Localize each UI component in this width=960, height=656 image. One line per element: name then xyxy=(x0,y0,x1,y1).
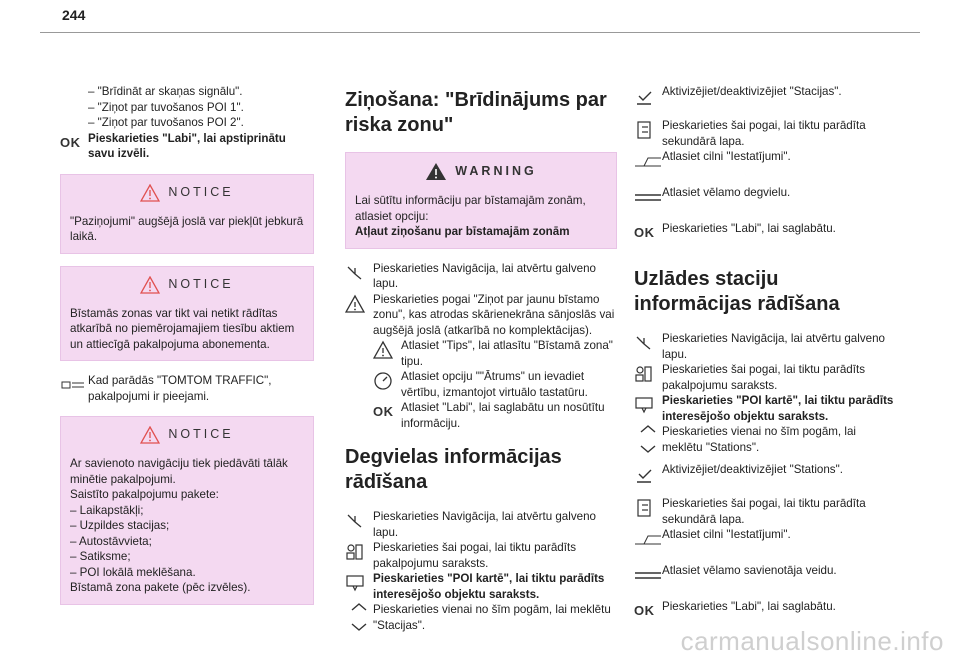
step-text: Pieskarieties "POI kartē", lai tiktu parādīts interesējošo objektu saraksts. xyxy=(662,394,894,423)
step-text: Atlasiet "Tips", lai atlasītu "Bīstamā zona" tipu. xyxy=(401,339,613,368)
step-row xyxy=(345,261,617,292)
step-text: Atlasiet cilni "Iestatījumi". xyxy=(662,528,791,541)
dash-item: – "Brīdināt ar skaņas signālu". xyxy=(88,85,243,98)
ok-step-text: Pieskarieties "Labi", lai apstiprinātu savu izvēli. xyxy=(88,131,286,160)
navigation-arrow-icon xyxy=(345,261,373,285)
notice-text: "Paziņojumi" augšējā joslā var piekļūt jebkurā laikā. xyxy=(70,214,304,243)
warning-triangle-icon xyxy=(140,184,160,202)
step-text: Aktivizējiet/deaktivizējiet "Stations". xyxy=(662,463,843,476)
step-text: Pieskarieties šai pogai, lai tiktu parādīta sekundārā lapa. xyxy=(662,497,866,526)
step-row xyxy=(373,400,617,431)
ok-icon: OK xyxy=(60,134,81,150)
step-text: Pieskarieties "Labi", lai saglabātu. xyxy=(662,600,836,613)
step-row xyxy=(634,462,894,486)
notice-line: – Uzpildes stacijas; xyxy=(70,519,170,532)
secondary-page-icon xyxy=(634,118,662,142)
step-text: Atlasiet vēlamo degvielu. xyxy=(662,186,791,199)
step-row xyxy=(345,602,617,640)
selection-bar-icon xyxy=(634,185,662,209)
step-row xyxy=(634,527,894,551)
tomtom-row xyxy=(60,373,314,404)
poi-map-icon xyxy=(634,393,662,417)
step-row xyxy=(634,221,894,245)
notice-box xyxy=(60,174,314,254)
notice-title: NOTICE xyxy=(168,184,234,199)
tomtom-traffic-icon xyxy=(60,373,88,397)
watermark: carmanualsonline.info xyxy=(680,625,944,656)
notice-line: Saistīto pakalpojumu pakete: xyxy=(70,488,219,501)
step-row xyxy=(345,540,617,571)
step-text: Aktivizējiet/deaktivizējiet "Stacijas". xyxy=(662,85,842,98)
step-row xyxy=(634,424,894,462)
notice-header xyxy=(70,276,304,294)
section-heading: Degvielas informācijas rādīšana xyxy=(345,446,562,493)
step-row xyxy=(634,84,894,108)
step-text: Pieskarieties "POI kartē", lai tiktu parādīts interesējošo objektu saraksts. xyxy=(373,572,605,601)
step-row xyxy=(634,118,894,149)
dash-item: – "Ziņot par tuvošanos POI 2". xyxy=(88,116,244,129)
page-number: 244 xyxy=(62,7,86,23)
step-row xyxy=(634,362,894,393)
warning-header xyxy=(355,162,607,181)
notice-box xyxy=(60,266,314,362)
warning-outline-icon xyxy=(345,292,373,316)
poi-map-icon xyxy=(345,571,373,595)
ok-icon: OK xyxy=(634,225,655,241)
notice-line: – POI lokālā meklēšana. xyxy=(70,565,196,579)
step-text: Atlasiet cilni "Iestatījumi". xyxy=(662,150,791,163)
notice-header xyxy=(70,426,304,444)
notice-line: – Laikapstākļi; xyxy=(70,503,144,517)
checkbox-icon xyxy=(634,84,662,108)
warning-text: Lai sūtītu informāciju par bīstamajām zonām, atlasiet opciju: xyxy=(355,194,586,223)
notice-header xyxy=(70,184,304,202)
step-text: Pieskarieties Navigācija, lai atvērtu galveno lapu. xyxy=(373,510,596,539)
step-row xyxy=(634,185,894,209)
selection-bar-icon xyxy=(634,563,662,587)
step-row xyxy=(345,571,617,602)
notice-line: – Satiksme; xyxy=(70,550,131,563)
step-text: Pieskarieties "Labi", lai saglabātu. xyxy=(662,222,836,235)
settings-tab-icon xyxy=(634,149,662,173)
step-row xyxy=(634,563,894,587)
notice-line: Ar savienoto navigāciju tiek piedāvāti tālāk minētie pakalpojumi. xyxy=(70,457,288,486)
step-text: Pieskarieties šai pogai, lai tiktu parādīts pakalpojumu saraksts. xyxy=(662,363,865,392)
step-row xyxy=(634,393,894,424)
step-row xyxy=(373,369,617,400)
column-1 xyxy=(60,84,314,617)
step-row xyxy=(345,509,617,540)
step-row xyxy=(634,149,894,173)
step-text: Pieskarieties pogai "Ziņot par jaunu bīstamo zonu", kas atrodas skārienekrāna sānjoslās vai augšējā joslā (atkarībā no komplektācijas). xyxy=(373,292,615,337)
dash-item: – "Ziņot par tuvošanos POI 1". xyxy=(88,100,244,114)
secondary-page-icon xyxy=(634,496,662,520)
speedometer-icon xyxy=(373,369,401,393)
step-row xyxy=(634,496,894,527)
settings-tab-icon xyxy=(634,527,662,551)
notice-line: – Autostāvvieta; xyxy=(70,534,152,548)
step-text: Pieskarieties Navigācija, lai atvērtu galveno lapu. xyxy=(373,261,596,290)
navigation-arrow-icon xyxy=(345,509,373,533)
step-text: Atlasiet "Labi", lai saglabātu un nosūtītu informāciju. xyxy=(401,401,605,430)
warning-bold-text: Atļaut ziņošanu par bīstamajām zonām xyxy=(355,225,570,238)
ok-icon: OK xyxy=(634,603,655,619)
tomtom-text: Kad parādās "TOMTOM TRAFFIC", pakalpojumi ir pieejami. xyxy=(88,374,272,403)
step-text: Pieskarieties šai pogai, lai tiktu parādīts pakalpojumu saraksts. xyxy=(373,541,576,570)
header-divider xyxy=(40,32,920,33)
warning-triangle-icon xyxy=(140,426,160,444)
warning-box xyxy=(345,152,617,249)
notice-text: Bīstamās zonas var tikt vai netikt rādītas atkarībā no piemērojamajiem tiesību aktiem un attiecīgā pakalpojuma abonementa. xyxy=(70,306,295,351)
warning-triangle-icon xyxy=(140,276,160,294)
services-list-icon xyxy=(634,362,662,386)
notice-box xyxy=(60,416,314,605)
step-text: Atlasiet vēlamo savienotāja veidu. xyxy=(662,564,837,577)
section-heading: Uzlādes staciju informācijas rādīšana xyxy=(634,268,840,315)
step-text: Pieskarieties vienai no šīm pogām, lai meklētu "Stacijas". xyxy=(373,603,611,632)
step-text: Pieskarieties vienai no šīm pogām, lai meklētu "Stations". xyxy=(662,425,856,454)
up-down-chevron-icon xyxy=(634,424,662,462)
section-heading: Ziņošana: "Brīdinājums par riska zonu" xyxy=(345,89,607,136)
step-text: Atlasiet opciju ""Ātrums" un ievadiet vērtību, izmantojot virtuālo tastatūru. xyxy=(401,370,588,399)
checkbox-icon xyxy=(634,462,662,486)
column-3 xyxy=(634,84,894,623)
notice-title: NOTICE xyxy=(168,276,234,291)
warning-triangle-icon xyxy=(425,162,447,181)
ok-step xyxy=(60,131,314,162)
services-list-icon xyxy=(345,540,373,564)
step-text: Pieskarieties šai pogai, lai tiktu parādīta sekundārā lapa. xyxy=(662,119,866,148)
step-row xyxy=(634,599,894,623)
step-row xyxy=(345,292,617,339)
notice-line: Bīstamā zona pakete (pēc izvēles). xyxy=(70,581,251,594)
column-2 xyxy=(345,84,617,640)
step-text: Pieskarieties Navigācija, lai atvērtu galveno lapu. xyxy=(662,332,885,361)
step-row xyxy=(373,338,617,369)
warning-title: WARNING xyxy=(455,163,537,178)
navigation-arrow-icon xyxy=(634,331,662,355)
up-down-chevron-icon xyxy=(345,602,373,640)
step-row xyxy=(634,331,894,362)
notice-title: NOTICE xyxy=(168,427,234,442)
ok-icon: OK xyxy=(373,404,394,420)
warning-outline-icon xyxy=(373,338,401,362)
